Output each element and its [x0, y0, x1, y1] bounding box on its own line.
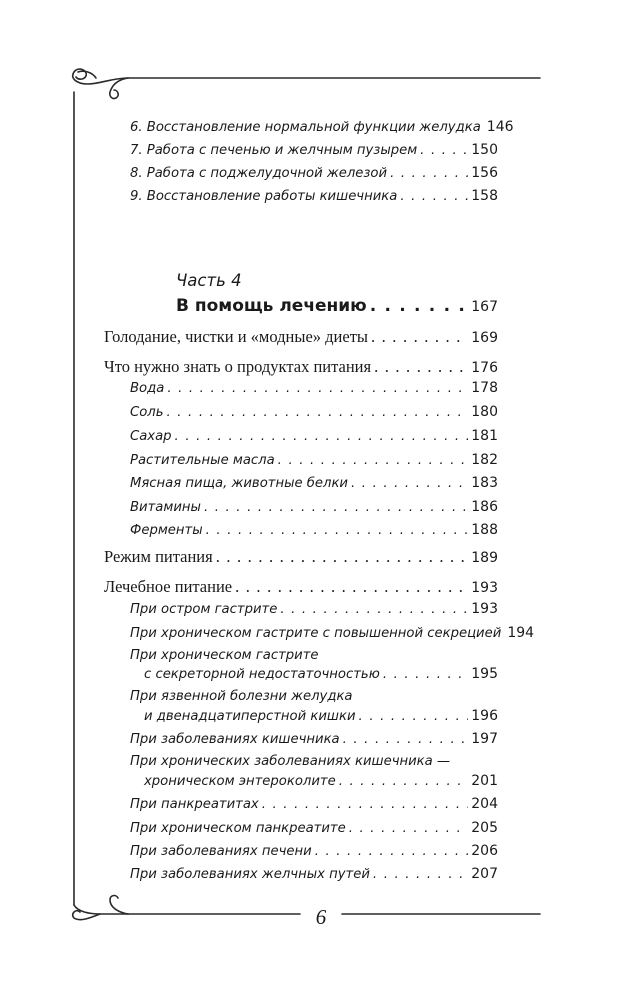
part-title-row[interactable] [176, 296, 498, 316]
toc-entry-page: 193 [471, 580, 498, 596]
dot-leader [216, 547, 469, 567]
toc-entry[interactable] [130, 522, 498, 538]
toc-entry-page: 156 [471, 165, 498, 181]
dot-leader [390, 166, 468, 181]
toc-entry[interactable] [130, 601, 498, 617]
toc-entry-title: Сахар [130, 429, 172, 444]
toc-entry-page: 146 [486, 119, 514, 135]
toc-entry-page: 194 [507, 625, 535, 641]
toc-entry-page: 196 [471, 708, 498, 724]
part-label: Часть 4 [176, 271, 242, 290]
dot-leader [383, 667, 468, 682]
toc-entry[interactable] [130, 119, 514, 135]
dot-leader [374, 357, 468, 377]
toc-entry-page: 178 [471, 380, 498, 396]
toc-entry-page: 205 [471, 820, 498, 836]
toc-entry-page: 180 [471, 404, 498, 420]
toc-entry-page: 183 [471, 475, 498, 491]
toc-entry-title: хроническом энтероколите [144, 774, 336, 789]
toc-entry[interactable] [130, 165, 498, 181]
toc-entry-title: и двенадцатиперстной кишки [144, 709, 356, 724]
toc-entry-page: 182 [471, 452, 498, 468]
toc-entry[interactable] [130, 625, 535, 641]
toc-entry-title: Голодание, чистки и «модные» диеты [104, 327, 368, 346]
dot-leader [206, 523, 469, 538]
dot-leader [166, 405, 468, 420]
toc-entry-title: При остром гастрите [130, 602, 278, 617]
dot-leader [339, 774, 469, 789]
toc-entry[interactable] [144, 773, 498, 789]
dot-leader [175, 429, 469, 444]
dot-leader [370, 296, 469, 316]
dot-leader [359, 709, 469, 724]
part-title: В помощь лечению [176, 296, 367, 316]
dot-leader [343, 732, 469, 747]
toc-entry-title: Лечебное питание [104, 577, 233, 596]
toc-entry-title: с секреторной недостаточностью [144, 667, 380, 682]
dot-leader [349, 821, 469, 836]
toc-entry-title: Ферменты [130, 523, 203, 538]
toc-entry[interactable] [130, 380, 498, 396]
toc-entry-page: 158 [471, 188, 498, 204]
toc-entry[interactable] [130, 843, 498, 859]
toc-entry-title: При хроническом панкреатите [130, 821, 346, 836]
toc-entry-page: 186 [471, 499, 498, 515]
toc-entry-title: Растительные масла [130, 453, 275, 468]
toc-entry-page: 201 [471, 773, 498, 789]
toc-entry-page: 188 [471, 522, 498, 538]
dot-leader [167, 381, 468, 396]
toc-entry-title: 7. Работа с печенью и желчным пузырем [130, 143, 418, 158]
dot-leader [315, 844, 469, 859]
dot-leader [351, 476, 468, 491]
dot-leader [278, 453, 469, 468]
toc-entry[interactable] [130, 404, 498, 420]
toc-entry[interactable] [130, 796, 498, 812]
dot-leader [280, 602, 468, 617]
dot-leader [373, 867, 468, 882]
toc-section[interactable] [104, 577, 498, 597]
toc-entry-title-line1: При язвенной болезни желудка [130, 689, 353, 704]
toc-entry[interactable] [130, 866, 498, 882]
toc-entry[interactable] [130, 188, 498, 204]
toc-entry-title: При заболеваниях желчных путей [130, 867, 370, 882]
dot-leader [204, 500, 468, 515]
toc-section[interactable] [104, 327, 498, 347]
dot-leader [371, 327, 468, 347]
toc-entry-page: 204 [471, 796, 498, 812]
toc-entry-title: При заболеваниях кишечника [130, 732, 340, 747]
toc-entry-title: При заболеваниях печени [130, 844, 312, 859]
toc-entry-page: 197 [471, 731, 498, 747]
dot-leader [420, 143, 468, 158]
toc-entry[interactable] [130, 475, 498, 491]
toc-entry[interactable] [130, 428, 498, 444]
toc-entry-page: 169 [471, 330, 498, 346]
toc-entry-page: 195 [471, 666, 498, 682]
toc-entry-title: 6. Восстановление нормальной функции желудка [130, 120, 481, 135]
toc-section[interactable] [104, 357, 498, 377]
toc-entry-title-line1: При хроническом гастрите [130, 648, 319, 663]
dot-leader [400, 189, 468, 204]
toc-section[interactable] [104, 547, 498, 567]
toc-entry-title: Вода [130, 381, 165, 396]
toc-entry[interactable] [130, 731, 498, 747]
dot-leader [235, 577, 468, 597]
toc-entry-page: 150 [471, 142, 498, 158]
dot-leader [262, 797, 469, 812]
toc-entry-page: 193 [471, 601, 498, 617]
toc-entry-title: Витамины [130, 500, 201, 515]
part-page-number: 167 [471, 299, 498, 315]
toc-entry[interactable] [130, 499, 498, 515]
toc-entry-title: Что нужно знать о продуктах питания [104, 357, 372, 376]
toc-entry-page: 181 [471, 428, 498, 444]
toc-entry-title: 9. Восстановление работы кишечника [130, 189, 398, 204]
toc-entry-title: Соль [130, 405, 164, 420]
toc-entry-title: Режим питания [104, 547, 213, 566]
toc-entry[interactable] [144, 666, 498, 682]
toc-entry-title: 8. Работа с поджелудочной железой [130, 166, 388, 181]
toc-entry[interactable] [130, 142, 498, 158]
toc-entry-page: 189 [471, 550, 498, 566]
toc-entry-page: 176 [471, 360, 498, 376]
toc-entry-title-line1: При хронических заболеваниях кишечника — [130, 754, 451, 769]
toc-entry-title: При хроническом гастрите с повышенной секрецией [130, 626, 502, 641]
toc-entry[interactable] [130, 452, 498, 468]
toc-entry[interactable] [144, 708, 498, 724]
toc-entry-title: При панкреатитах [130, 797, 259, 812]
toc-entry-page: 207 [471, 866, 498, 882]
toc-entry-title: Мясная пища, животные белки [130, 476, 348, 491]
page-number: 6 [315, 905, 327, 929]
toc-entry-page: 206 [471, 843, 498, 859]
toc-entry[interactable] [130, 820, 498, 836]
